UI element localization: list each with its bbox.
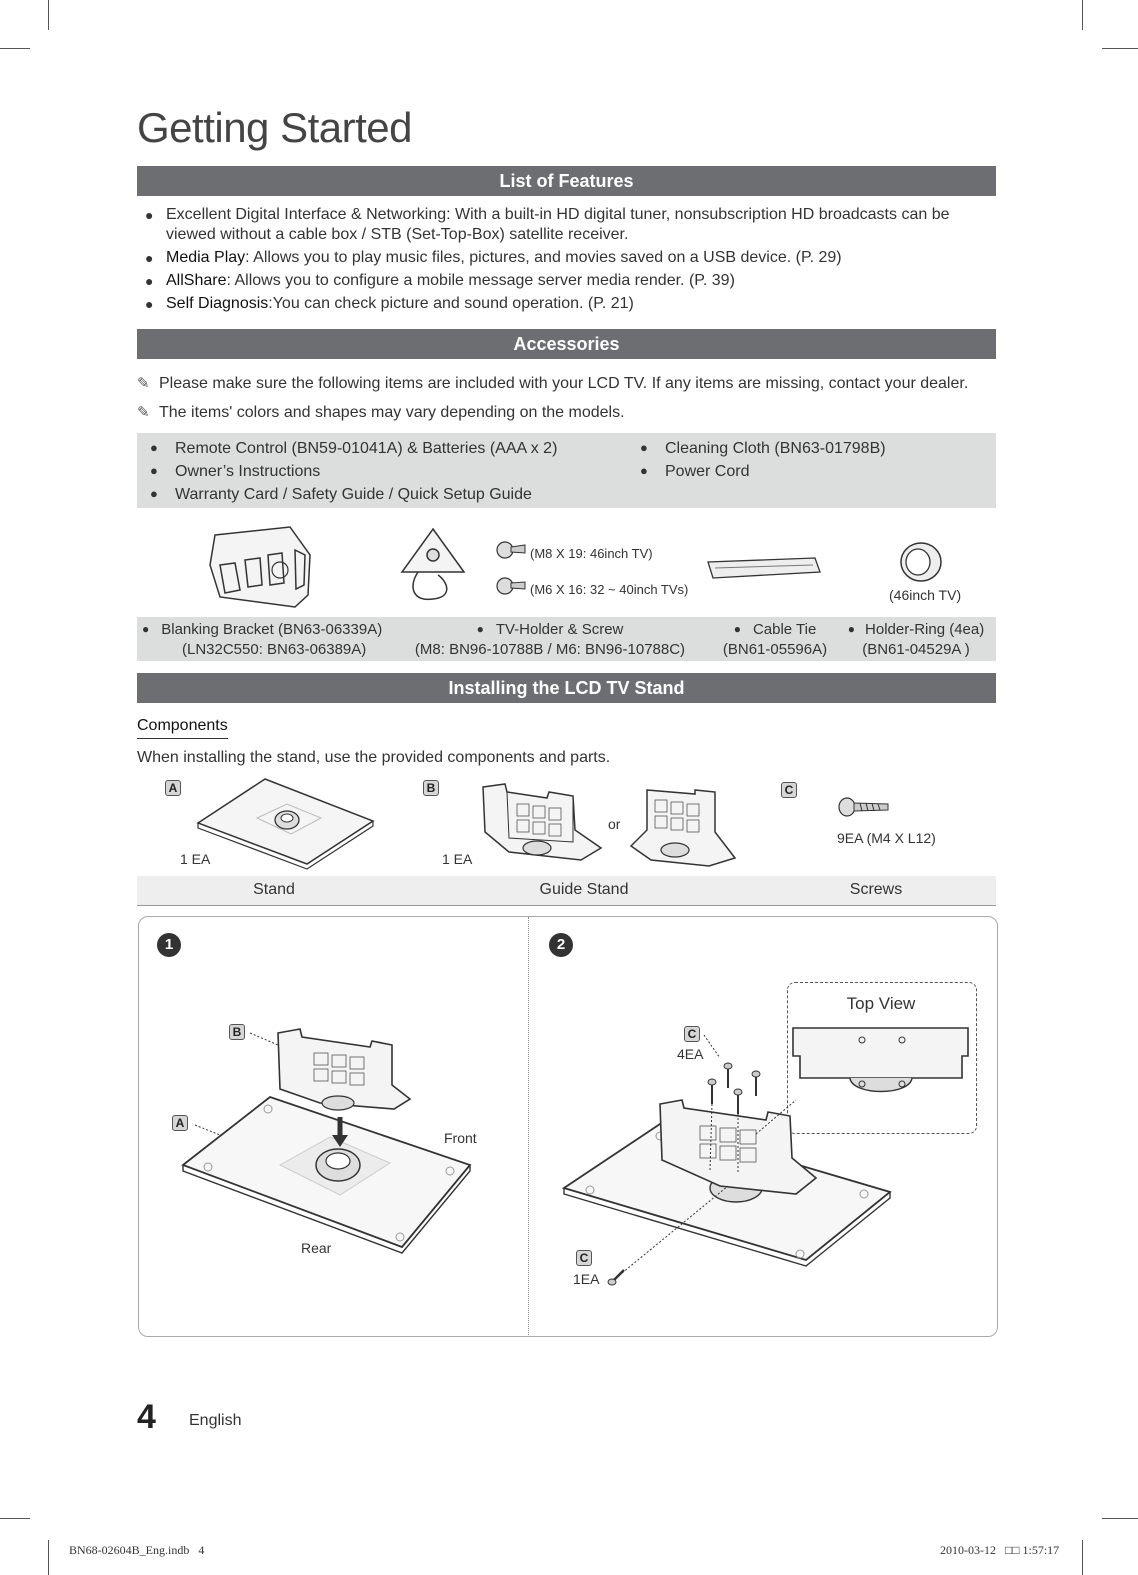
step-2-tag-c-top: C	[684, 1026, 700, 1042]
crop-mark	[0, 48, 30, 49]
crop-mark	[0, 1518, 30, 1519]
blanking-bracket-illustration	[200, 525, 330, 615]
part-code: (BN61-05596A)	[722, 641, 828, 658]
accessories-header: Accessories	[137, 329, 996, 359]
part-name: TV-Holder & Screw	[495, 621, 624, 638]
component-c-tag: C	[781, 782, 797, 798]
part-item	[142, 619, 387, 660]
part-code: (M8: BN96-10788B / M6: BN96-10788C)	[414, 641, 686, 658]
accessory-text: Remote Control (BN59-01041A) & Batteries (AAA x 2)	[175, 440, 558, 457]
step-1-tag-a: A	[172, 1115, 188, 1131]
component-b-qty: 1 EA	[442, 851, 473, 867]
holder-ring-illustration	[895, 539, 945, 585]
accessory-text: Power Cord	[665, 463, 750, 480]
pencil-note-icon: ✎	[137, 404, 150, 421]
part-code: (BN61-04529A )	[862, 641, 970, 658]
stand-base-illustration	[195, 776, 377, 868]
accessory-item	[150, 459, 320, 483]
crop-mark	[48, 0, 49, 30]
part-name: Blanking Bracket (BN63-06339A)	[161, 621, 383, 638]
feature-text: Excellent Digital Interface & Networking: With a built-in HD digital tuner, nonsubscription HD broadcasts can be viewed without a cable box / STB (Set-Top-Box) satellite receiver.	[166, 206, 950, 243]
part-item	[715, 619, 835, 660]
component-c-qty: 9EA (M4 X L12)	[837, 830, 936, 846]
part-code: (LN32C550: BN63-06389A)	[182, 641, 367, 658]
step-1-illustration	[180, 1025, 480, 1255]
steps-divider	[528, 917, 529, 1335]
step-1-front-label: Front	[444, 1130, 477, 1146]
step-2-qty-top: 4EA	[677, 1046, 704, 1062]
accessories-note	[137, 374, 968, 393]
guide-stand-alt-illustration	[625, 786, 739, 870]
bullet-icon: ●	[640, 463, 648, 478]
bullet-icon: ●	[150, 486, 158, 501]
page-number: 4	[137, 1398, 156, 1436]
step-2-tag-c-bottom: C	[576, 1250, 592, 1266]
bullet-icon: ●	[150, 440, 158, 455]
crop-mark	[1082, 0, 1083, 30]
page-language: English	[189, 1412, 242, 1429]
feature-text: : Allows you to configure a mobile message server media render. (P. 39)	[226, 272, 735, 289]
bullet-icon: ●	[142, 622, 150, 636]
features-header: List of Features	[137, 166, 996, 196]
note-text: Please make sure the following items are included with your LCD TV. If any items are missing, contact your dealer.	[159, 375, 969, 392]
accessory-text: Warranty Card / Safety Guide / Quick Setup Guide	[175, 486, 532, 503]
part-item	[840, 619, 992, 660]
screw-m8-caption: (M8 X 19: 46inch TV)	[530, 546, 653, 561]
ring-caption: (46inch TV)	[889, 587, 962, 603]
component-b-or: or	[608, 816, 621, 832]
feature-text: : Allows you to play music files, pictures, and movies saved on a USB device. (P. 29)	[245, 249, 842, 266]
screw-m6-icon	[495, 574, 527, 600]
top-view-label: Top View	[846, 994, 916, 1013]
step-2-illustration	[560, 1060, 900, 1290]
accessory-item	[640, 436, 886, 460]
page-title: Getting Started	[137, 104, 412, 151]
bullet-icon: ●	[640, 440, 648, 455]
feature-label: AllShare	[166, 272, 227, 289]
bullet-icon: ●	[733, 622, 741, 636]
crop-mark	[1102, 1518, 1138, 1519]
crop-mark	[1102, 48, 1138, 49]
part-item	[400, 619, 700, 660]
screw-icon	[838, 796, 892, 818]
component-name-stand: Stand	[253, 881, 295, 898]
accessory-item	[640, 459, 749, 483]
component-a-qty: 1 EA	[180, 851, 211, 867]
accessory-text: Cleaning Cloth (BN63-01798B)	[665, 440, 886, 457]
bullet-icon: ●	[145, 273, 154, 289]
feature-text: :You can check picture and sound operation. (P. 21)	[268, 295, 634, 312]
footer-timestamp: 2010-03-12 □□ 1:57:17	[940, 1543, 1060, 1557]
crop-mark	[48, 1540, 49, 1575]
feature-label: Media Play	[166, 249, 246, 266]
installing-header: Installing the LCD TV Stand	[137, 673, 996, 703]
part-name: Cable Tie	[752, 621, 817, 638]
component-a-tag: A	[165, 780, 181, 796]
step-2-number: 2	[549, 933, 573, 957]
guide-stand-illustration	[477, 782, 605, 862]
footer-file: BN68-02604B_Eng.indb 4	[69, 1543, 205, 1557]
accessory-text: Owner’s Instructions	[175, 463, 321, 480]
step-1-number: 1	[157, 933, 181, 957]
component-name-screws: Screws	[849, 881, 903, 898]
bullet-icon: ●	[145, 250, 154, 266]
bullet-icon: ●	[847, 622, 856, 636]
note-text: The items' colors and shapes may vary depending on the models.	[159, 404, 625, 421]
accessories-note	[137, 403, 625, 422]
feature-label: Self Diagnosis	[166, 295, 269, 312]
step-1-rear-label: Rear	[301, 1240, 332, 1256]
step-2-qty-bottom: 1EA	[573, 1271, 600, 1287]
step-1-tag-b: B	[229, 1024, 245, 1040]
accessory-item	[150, 436, 557, 460]
crop-mark	[1082, 1540, 1083, 1575]
bullet-icon: ●	[150, 463, 158, 478]
pencil-note-icon: ✎	[137, 375, 150, 392]
component-b-tag: B	[423, 780, 439, 796]
part-name: Holder-Ring (4ea)	[865, 621, 985, 638]
components-title: Components	[137, 717, 228, 739]
screw-m8-icon	[495, 538, 527, 564]
components-text: When installing the stand, use the provided components and parts.	[137, 749, 611, 766]
component-name-guide-stand: Guide Stand	[539, 881, 629, 898]
accessory-item	[150, 482, 532, 506]
cable-tie-illustration	[705, 556, 823, 582]
bullet-icon: ●	[476, 622, 484, 636]
bullet-icon: ●	[145, 207, 154, 223]
screw-m6-caption: (M6 X 16: 32 ~ 40inch TVs)	[530, 582, 689, 597]
tv-holder-illustration	[398, 527, 468, 607]
bullet-icon: ●	[145, 296, 154, 312]
